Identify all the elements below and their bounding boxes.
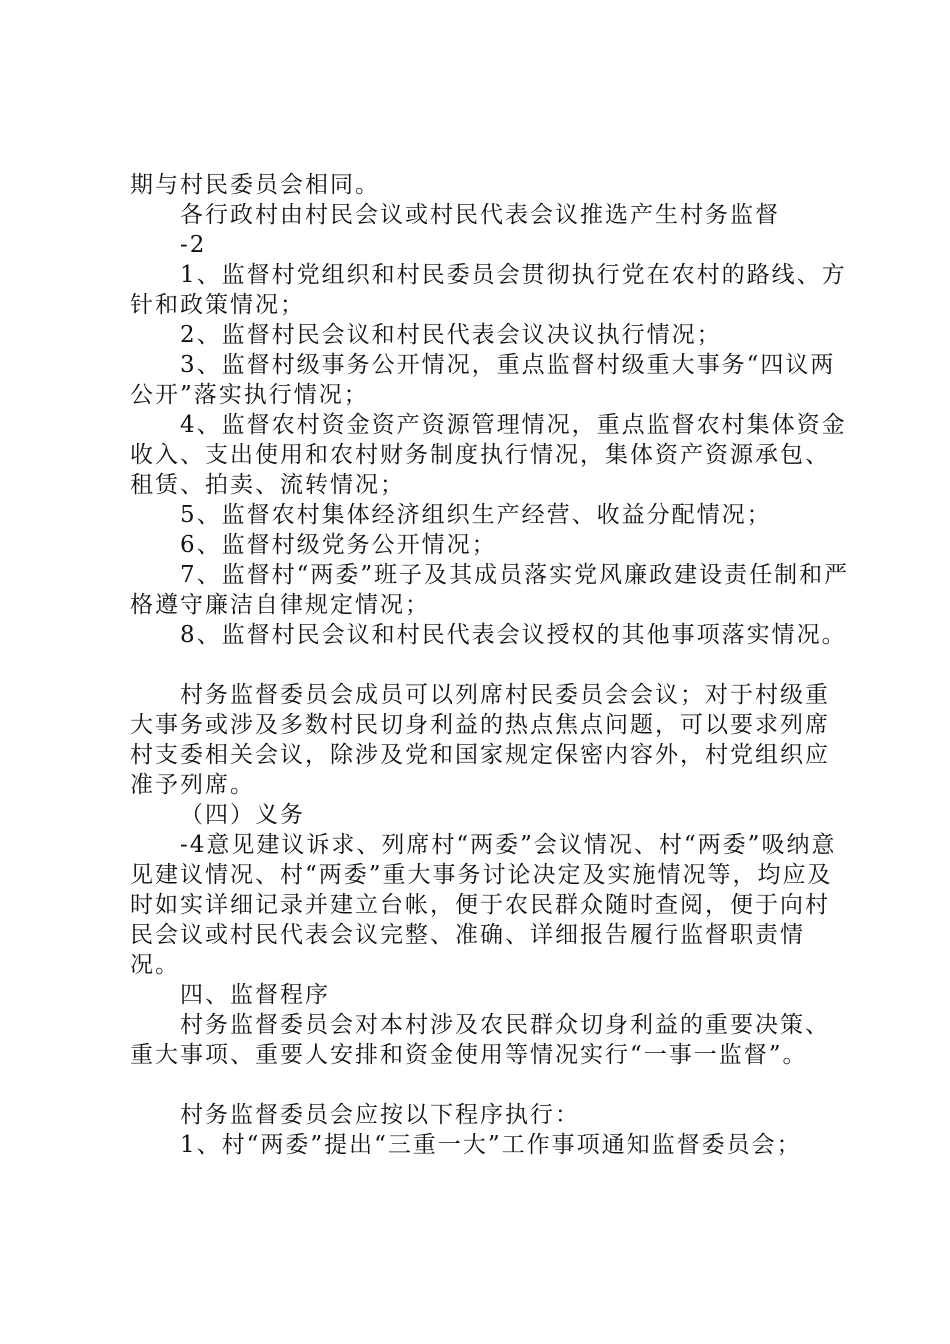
paragraph: -4意见建议诉求、列席村“两委”会议情况、村“两委”吸纳意见建议情况、村“两委”重大事务讨论决定及实施情况等，均应及时如实详细记录并建立台帐，便于农民群众随时查阅，便于向村民会议或村民代表会议完整、准确、详细报告履行监督职责情况。: [130, 832, 837, 978]
list-item: 8、监督村民会议和村民代表会议授权的其他事项落实情况。: [180, 622, 847, 648]
document-body: [130, 170, 852, 1160]
list-item: 3、监督村级事务公开情况，重点监督村级重大事务“四议两公开”落实执行情况；: [130, 352, 836, 408]
list-item: 6、监督村级党务公开情况；: [180, 532, 497, 558]
section-heading: （四）义务: [180, 802, 305, 828]
paragraph: 村务监督委员会应按以下程序执行：: [180, 1102, 580, 1128]
list-item: 1、村“两委”提出“三重一大”工作事项通知监督委员会；: [180, 1132, 802, 1158]
paragraph: -2: [180, 232, 207, 258]
paragraph: 各行政村由村民会议或村民代表会议推选产生村务监督: [180, 202, 780, 228]
list-item: 5、监督农村集体经济组织生产经营、收益分配情况；: [180, 502, 772, 528]
paragraph: 村务监督委员会成员可以列席村民委员会会议；对于村级重大事务或涉及多数村民切身利益的热点焦点问题，可以要求列席村支委相关会议，除涉及党和国家规定保密内容外，村党组织应准予列席。: [130, 682, 830, 798]
list-item: 1、监督村党组织和村民委员会贯彻执行党在农村的路线、方针和政策情况；: [130, 262, 847, 318]
paragraph: 期与村民委员会相同。: [130, 172, 380, 198]
list-item: 2、监督村民会议和村民代表会议决议执行情况；: [180, 322, 722, 348]
section-heading: 四、监督程序: [180, 982, 330, 1008]
list-item: 7、监督村“两委”班子及其成员落实党风廉政建设责任制和严格遵守廉洁自律规定情况；: [130, 562, 850, 618]
paragraph: 村务监督委员会对本村涉及农民群众切身利益的重要决策、重大事项、重要人安排和资金使用等情况实行“一事一监督”。: [130, 1012, 830, 1068]
list-item: 4、监督农村资金资产资源管理情况，重点监督农村集体资金收入、支出使用和农村财务制度执行情况，集体资产资源承包、租赁、拍卖、流转情况；: [130, 412, 847, 498]
